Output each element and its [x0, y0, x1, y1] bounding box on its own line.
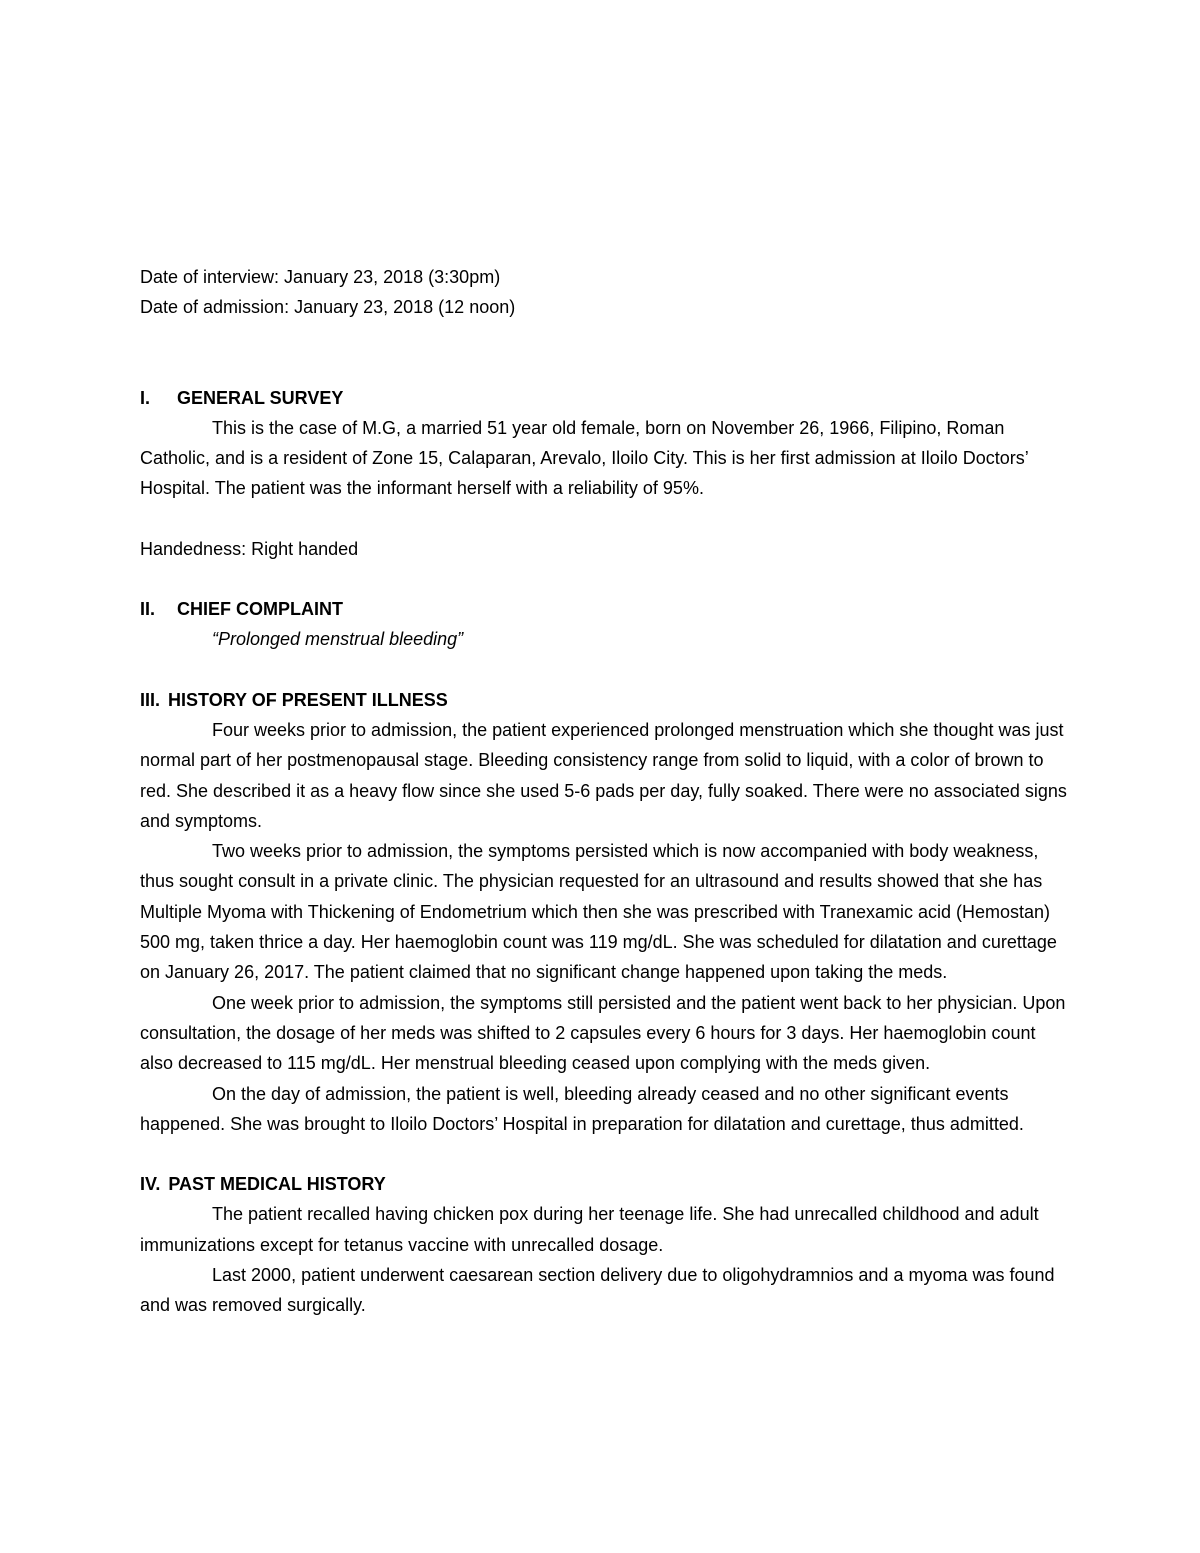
hpi-paragraph: Four weeks prior to admission, the patient experienced prolonged menstruation which she thought was just normal part of her postmenopausal stage. Bleeding consistency range from solid to liquid, with a color of brown to red. She described it as a heavy flow since she used 5-6 pads per day, fully soaked. There were no associated signs and symptoms.: [140, 719, 1067, 831]
admission-date: Date of admission: January 23, 2018 (12 noon): [140, 297, 516, 318]
document-page: [140, 262, 1070, 1321]
spacer: [140, 1139, 1070, 1169]
hpi-paragraph: Two weeks prior to admission, the symptoms persisted which is now accompanied with body weakness, thus sought consult in a private clinic. The physician requested for an ultrasound and results showed that she has Multiple Myoma with Thickening of Endometrium which then she was prescribed with Tranexamic acid (Hemostan) 500 mg, taken thrice a day. Her haemoglobin count was 119 mg/dL. She was scheduled for dilatation and curettage on January 26, 2017. The patient claimed that no significant change happened upon taking the meds.: [140, 841, 1057, 983]
section-number: I.: [140, 387, 151, 408]
section-title: GENERAL SURVEY: [177, 387, 344, 408]
interview-date: Date of interview: January 23, 2018 (3:30pm): [140, 267, 501, 287]
hpi-paragraph: One week prior to admission, the symptoms still persisted and the patient went back to her physician. Upon consultation, the dosage of her meds was shifted to 2 capsules every 6 hours for 3 days. Her haemoglobin count also decreased to 115 mg/dL. Her menstrual bleeding ceased upon complying with the meds given.: [140, 992, 1066, 1074]
section-heading-pmh: [140, 1169, 1070, 1199]
pmh-paragraph: Last 2000, patient underwent caesarean section delivery due to oligohydramnios and a myoma was found and was removed surgically.: [140, 1265, 1055, 1316]
section-heading-chief-complaint: [140, 594, 1070, 624]
handedness: Handedness: Right handed: [140, 538, 359, 559]
spacer: [140, 564, 1070, 594]
section-number: II.: [140, 599, 156, 620]
section-title: CHIEF COMPLAINT: [177, 599, 343, 620]
chief-complaint-text: “Prolonged menstrual bleeding”: [212, 629, 464, 650]
section-title: HISTORY OF PRESENT ILLNESS: [168, 689, 448, 710]
section-title: PAST MEDICAL HISTORY: [168, 1174, 386, 1195]
general-survey-paragraph: This is the case of M.G, a married 51 year old female, born on November 26, 1966, Filipino, Roman Catholic, and is a resident of Zone 15, Calaparan, Arevalo, Iloilo City. This is her first admission at Iloilo Doctors’ Hospital. The patient was the informant herself with a reliability of 95%.: [140, 417, 1029, 499]
section-number: III.: [140, 689, 161, 710]
section-heading-general-survey: [140, 383, 1070, 413]
spacer: [140, 504, 1070, 534]
section-number: IV.: [140, 1174, 161, 1195]
section-heading-hpi: [140, 685, 1070, 715]
spacer: [140, 323, 1070, 383]
spacer: [140, 655, 1070, 685]
hpi-paragraph: On the day of admission, the patient is well, bleeding already ceased and no other significant events happened. She was brought to Iloilo Doctors’ Hospital in preparation for dilatation and curettage, thus admitted.: [140, 1083, 1024, 1134]
pmh-paragraph: The patient recalled having chicken pox during her teenage life. She had unrecalled childhood and adult immunizations except for tetanus vaccine with unrecalled dosage.: [140, 1204, 1039, 1255]
